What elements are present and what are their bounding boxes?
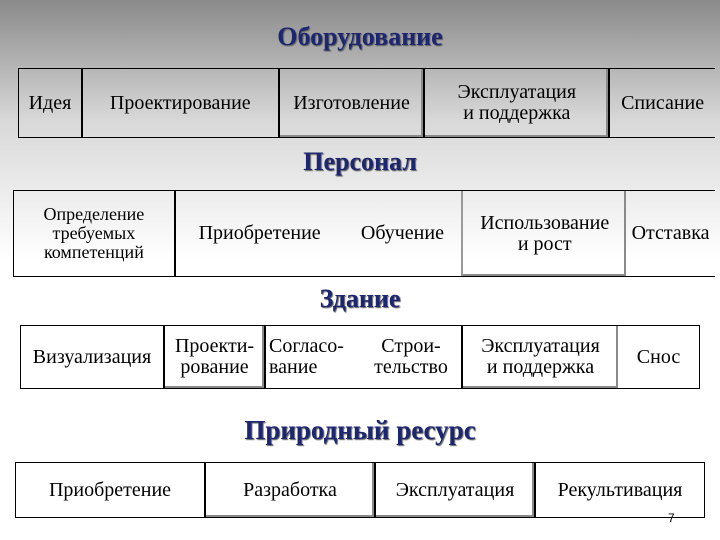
equipment-stage-idea: Идея bbox=[28, 91, 72, 114]
personnel-stage-retirement: Отставка bbox=[631, 222, 710, 244]
building-stage-visualization: Визуализация bbox=[32, 345, 152, 368]
building-stage-operation-support: Эксплуатация и поддержка bbox=[461, 326, 618, 388]
building-stage-construction: Строи- тельство bbox=[374, 335, 448, 378]
equipment-title: Оборудование bbox=[277, 22, 443, 51]
equipment-stage-operation-support: Эксплуатация и поддержка bbox=[423, 69, 608, 137]
equipment-stage-decommission: Списание bbox=[608, 69, 715, 137]
personnel-lifecycle-row bbox=[13, 190, 715, 277]
slide-number: 7 bbox=[668, 511, 675, 525]
natural-resource-title: Природный ресурс bbox=[244, 415, 476, 445]
personnel-stage-training: Обучение bbox=[360, 222, 444, 244]
natural-resource-stage-acquisition: Приобретение bbox=[48, 478, 172, 501]
equipment-lifecycle-row bbox=[18, 68, 715, 138]
building-stage-approval: Согласо- вание bbox=[264, 326, 361, 388]
personnel-stage-usage-growth: Использование и рост bbox=[461, 191, 626, 276]
natural-resource-stage-reclamation: Рекультивация bbox=[534, 463, 704, 517]
equipment-stage-design: Проектирование bbox=[81, 69, 278, 137]
building-stage-demolition: Снос bbox=[636, 345, 681, 368]
natural-resource-lifecycle-row bbox=[15, 462, 705, 518]
personnel-stage-acquisition: Приобретение bbox=[174, 191, 344, 276]
natural-resource-stage-exploitation: Эксплуатация bbox=[374, 463, 534, 517]
equipment-stage-manufacturing: Изготовление bbox=[278, 69, 424, 137]
building-stage-design: Проекти- рование bbox=[163, 326, 264, 388]
personnel-stage-competency-definition: Определение требуемых компетенций bbox=[43, 204, 145, 262]
building-title: Здание bbox=[319, 284, 401, 313]
building-lifecycle-row bbox=[20, 325, 700, 389]
natural-resource-stage-development: Разработка bbox=[204, 463, 374, 517]
personnel-title: Персонал bbox=[303, 147, 417, 176]
